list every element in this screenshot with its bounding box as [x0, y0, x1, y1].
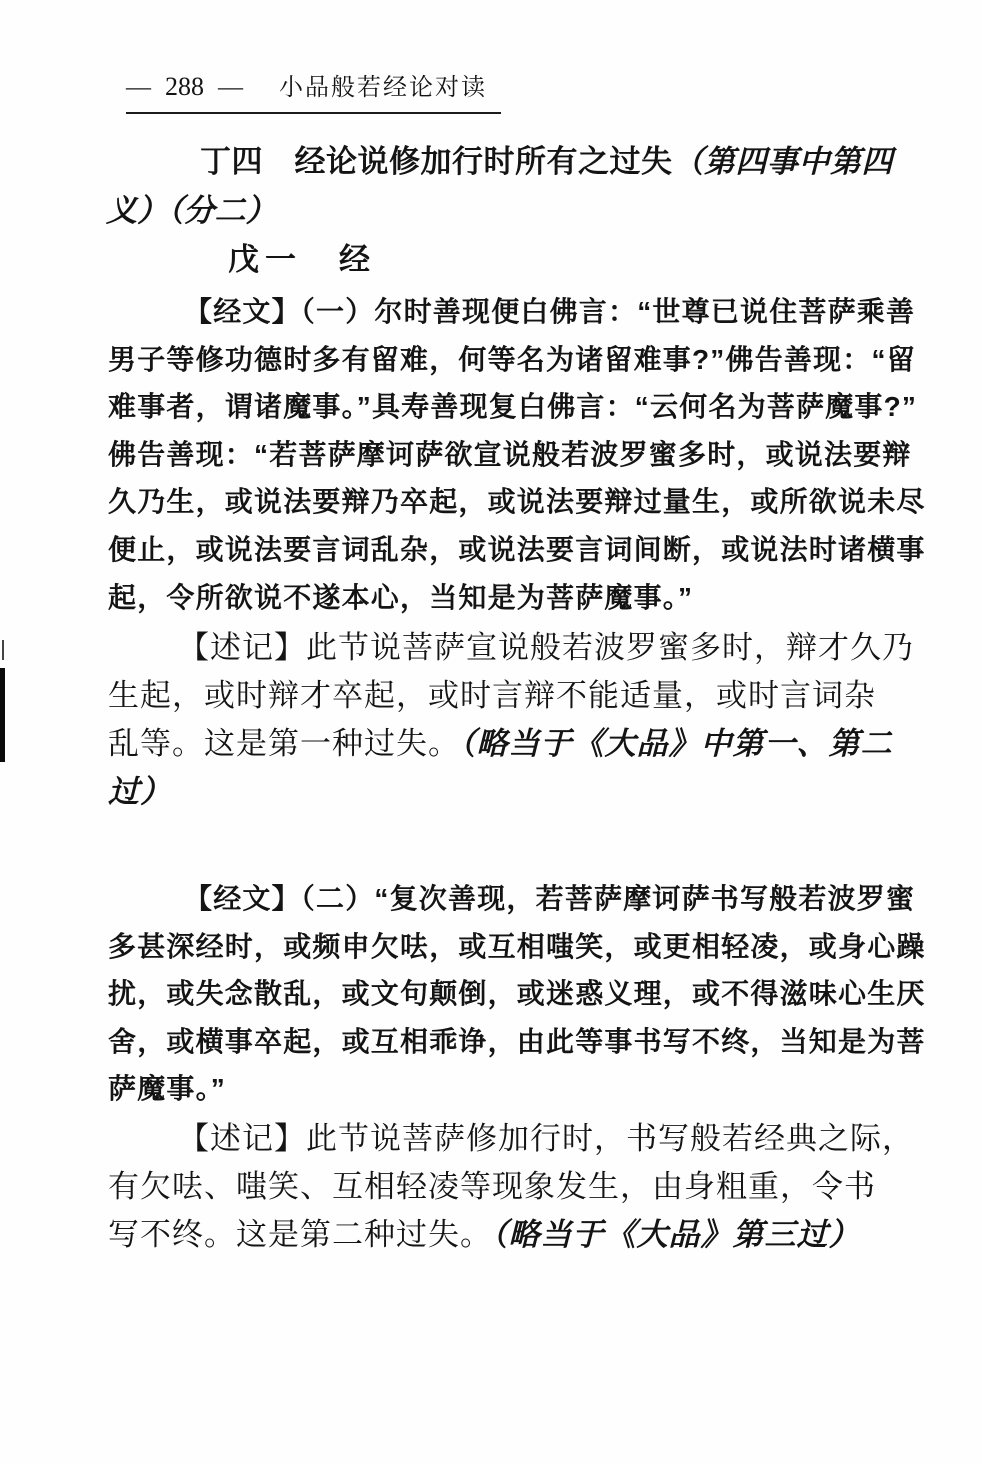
chapter-title-main: 丁四 经论说修加行时所有之过失 [200, 144, 673, 179]
text-line: 萨魔事。” [108, 1073, 227, 1105]
text-line: 有欠呿、嗤笑、互相轻凌等现象发生，由身粗重，令书 [108, 1169, 876, 1204]
text-line: 【述记】此节说菩萨修加行时，书写般若经典之际， [178, 1121, 914, 1156]
text-line: 久乃生，或说法要辩乃卒起，或说法要辩过量生，或所欲说未尽 [108, 486, 926, 518]
sutra-text-1 [108, 288, 968, 621]
text-line: 【述记】此节说菩萨宣说般若波罗蜜多时，辩才久乃 [178, 630, 914, 665]
commentary-cross-reference: （略当于《大品》第三过） [492, 1217, 861, 1252]
commentary-1 [108, 624, 968, 816]
header-dash-right: — [218, 74, 243, 101]
scan-artifact [0, 668, 5, 762]
text-line: 难事者，谓诸魔事。”具寿善现复白佛言：“云何名为菩萨魔事?” [108, 391, 918, 423]
sutra-text-2 [108, 875, 968, 1113]
page-number: 288 [165, 72, 204, 101]
text-line: 扰，或失念散乱，或文句颠倒，或迷惑义理，或不得滋味心生厌 [108, 978, 926, 1010]
text-line [108, 1211, 968, 1259]
text-line: 【经文】（一）尔时善现便白佛言：“世尊已说住菩萨乘善 [184, 296, 916, 327]
text-line: 佛告善现：“若菩萨摩诃萨欲宣说般若波罗蜜多时，或说法要辩 [108, 438, 912, 470]
text-line: 舍，或横事卒起，或互相乖诤，由此等事书写不终，当知是为菩 [108, 1025, 926, 1057]
text-line [108, 720, 968, 768]
text-line: 起，令所欲说不遂本心，当知是为菩萨魔事。” [108, 581, 694, 613]
text-line: 便止，或说法要言词乱杂，或说法要言词间断，或说法时诸横事 [108, 533, 926, 565]
page-header [126, 72, 501, 114]
commentary-cross-reference: （略当于《大品》中第一、第二 [460, 726, 893, 761]
header-dash-left: — [126, 74, 151, 101]
text-line: 男子等修功德时多有留难，何等名为诸留难事?”佛告善现：“留 [108, 343, 916, 375]
section-heading: 戊一 经 [228, 242, 376, 277]
book-title: 小品般若经论对读 [279, 75, 487, 101]
chapter-title-note-part1: （第四事中第四 [672, 144, 893, 179]
chapter-title-line1 [108, 142, 893, 182]
scan-artifact-small [2, 640, 4, 660]
commentary-text: 写不终。这是第二种过失。 [108, 1217, 492, 1252]
text-line: 【经文】（二）“复次善现，若菩萨摩诃萨书写般若波罗蜜 [184, 883, 916, 914]
text-line: 多甚深经时，或频申欠呿，或互相嗤笑，或更相轻凌，或身心躁 [108, 930, 926, 962]
chapter-title-line2: 义）（分二） [106, 193, 277, 228]
text-line: 生起，或时辩才卒起，或时言辩不能适量，或时言词杂 [108, 678, 876, 713]
commentary-text: 乱等。这是第一种过失。 [108, 726, 460, 761]
commentary-cross-reference-end: 过） [108, 774, 172, 809]
commentary-2 [108, 1115, 968, 1259]
